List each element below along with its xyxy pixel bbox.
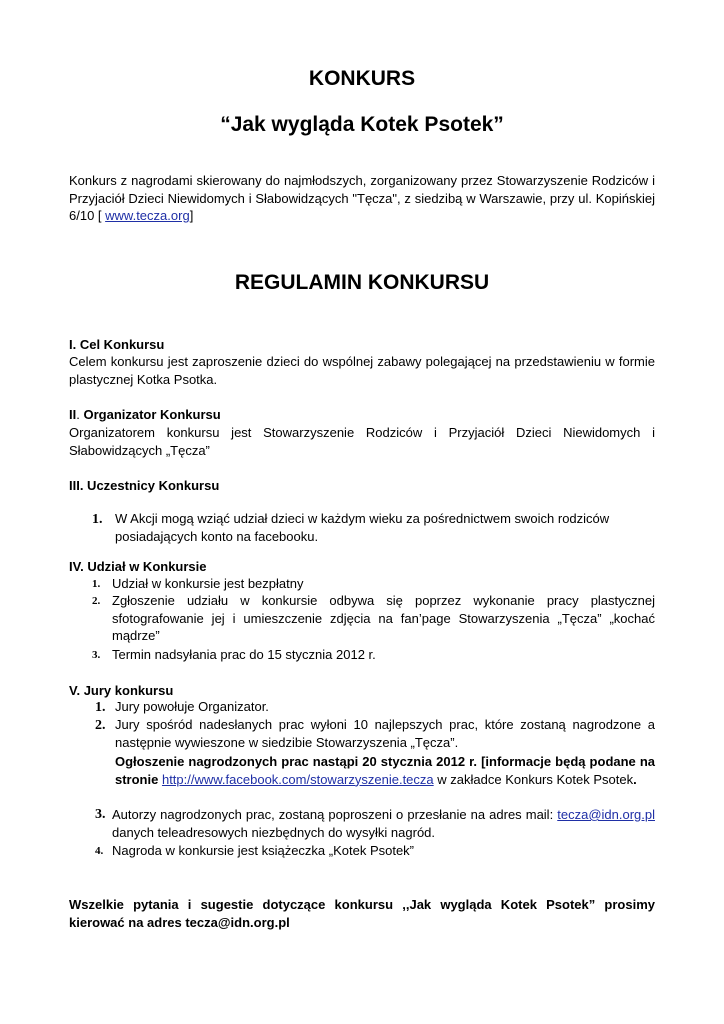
section-4-item-1-number: 1.	[92, 578, 101, 590]
section-5-heading: V. Jury konkursu	[69, 683, 174, 698]
section-4-item-3-text: Termin nadsyłania prac do 15 stycznia 2012 r.	[112, 647, 376, 662]
announcement-end-dot: .	[633, 771, 637, 787]
section-5-item-2-text: Jury spośród nadesłanych prac wyłoni 10 najlepszych prac, które zostaną nagrodzone a następnie wywieszone w siedzibie Stowarzyszenia „Tęcza”.	[115, 717, 655, 750]
section-2-heading	[69, 406, 655, 424]
contest-subtitle: “Jak wygląda Kotek Psotek”	[220, 113, 504, 136]
announcement-text: Ogłoszenie nagrodzonych prac nastąpi 20 stycznia 2012 r. [informacje będą podane na stronie	[115, 754, 655, 787]
section-4-item-2-number: 2.	[92, 595, 101, 607]
section-5-item-2-announcement	[115, 753, 655, 788]
section-5-item-4-text: Nagroda w konkursie jest książeczka „Kotek Psotek”	[112, 843, 415, 858]
regulamin-title: REGULAMIN KONKURSU	[234, 271, 490, 294]
tecza-website-link[interactable]: www.tecza.org	[105, 208, 190, 223]
section-5-item-3-number: 3.	[95, 807, 106, 822]
section-1-heading: I. Cel Konkursu	[69, 337, 165, 352]
section-5-item-3-text	[112, 806, 655, 841]
section-4-item-3-number: 3.	[92, 649, 101, 661]
section-4-item-2-text: Zgłoszenie udziału w konkursie odbywa się poprzez wykonanie pracy plastycznej sfotografowanie jej i umieszczenie zdjęcia na fan’page Stowarzyszenia „Tęcza” „kochać mądrze”	[112, 593, 655, 643]
announcement-tab-text: w zakładce Konkurs Kotek Psotek	[433, 771, 634, 787]
section-5-item-4-number: 4.	[95, 845, 104, 857]
section-4-heading: IV. Udział w Konkursie	[69, 559, 207, 574]
section-1-text: Celem konkursu jest zaproszenie dzieci do wspólnej zabawy polegającej na przedstawieniu w formie plastycznej Kotka Psotka.	[69, 354, 655, 387]
section-2-heading-text: Organizator Konkursu	[79, 407, 221, 422]
item-3-text: Autorzy nagrodzonych prac, zostaną poproszeni o przesłanie na adres mail:	[112, 807, 558, 822]
section-3-item-1-text: W Akcji mogą wziąć udział dzieci w każdym wieku za pośrednictwem swoich rodziców posiadających konto na facebooku.	[115, 511, 610, 544]
section-5-item-2-number: 2.	[95, 718, 106, 733]
section-3-item-1-number: 1.	[92, 512, 103, 527]
section-3-heading: III. Uczestnicy Konkursu	[69, 478, 220, 493]
section-2-text: Organizatorem konkursu jest Stowarzyszenie Rodziców i Przyjaciół Dzieci Niewidomych i Słabowidzących „Tęcza”	[69, 425, 655, 458]
section-2-number: II	[69, 407, 77, 422]
document-title: KONKURS	[308, 67, 416, 90]
facebook-page-link[interactable]: http://www.facebook.com/stowarzyszenie.tecza	[161, 771, 434, 787]
section-2-dot: .	[76, 407, 80, 422]
email-link[interactable]: tecza@idn.org.pl	[557, 807, 655, 822]
footer-contact-note: Wszelkie pytania i sugestie dotyczące konkursu ,,Jak wygląda Kotek Psotek” prosimy kierować na adres tecza@idn.org.pl	[69, 897, 655, 930]
item-3-after-text: danych teleadresowych niezbędnych do wysyłki nagród.	[112, 824, 436, 840]
intro-paragraph	[69, 172, 655, 225]
intro-closing-bracket: ]	[189, 208, 194, 223]
intro-text: Konkurs z nagrodami skierowany do najmłodszych, zorganizowany przez Stowarzyszenie Rodziców i Przyjaciół Dzieci Niewidomych i Słabowidzących "Tęcza", z siedzibą w Warszawie, przy ul. Kopińskiej 6/10 [	[69, 173, 655, 223]
section-4-item-1-text: Udział w konkursie jest bezpłatny	[112, 576, 304, 591]
section-5-item-1-text: Jury powołuje Organizator.	[115, 699, 269, 714]
section-5-item-1-number: 1.	[95, 700, 106, 715]
